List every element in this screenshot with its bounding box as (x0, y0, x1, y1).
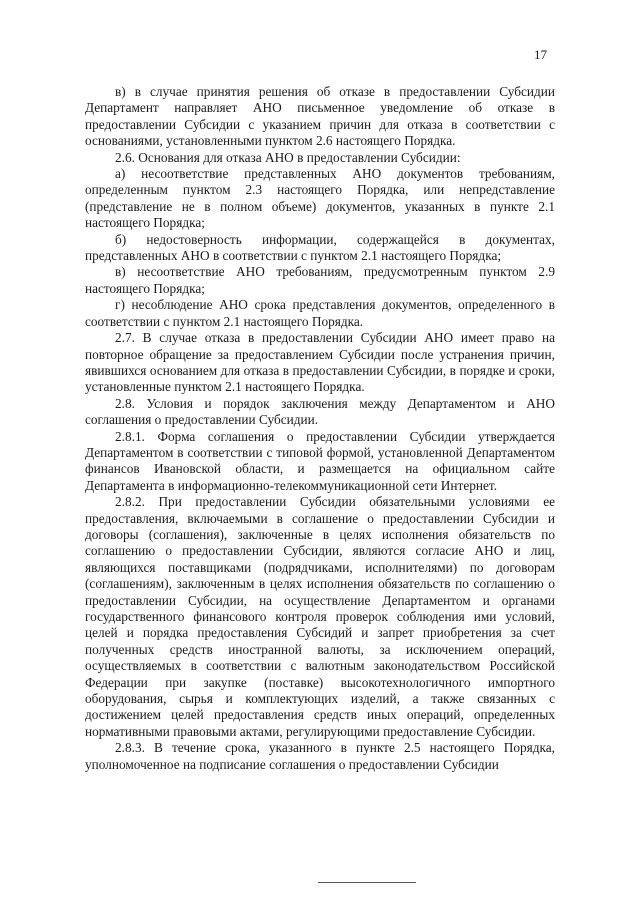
footer-divider (318, 882, 416, 883)
paragraph-2-6-heading: 2.6. Основания для отказа АНО в предоставлении Субсидии: (115, 149, 461, 165)
paragraph-v-refusal-notice: в) в случае принятия решения об отказе в предоставлении Субсидии Департамент направляет АНО письменное уведомление об отказе в предоставлении Субсидии с указанием причин для отказа в соответствии с основаниями, установленными пунктом 2.6 настоящего Порядка. (85, 84, 555, 149)
paragraph-2-6-a: а) несоответствие представленных АНО документов требованиям, определенным пунктом 2.3 настоящего Порядка, или непредставление (представление не в полном объеме) документов, указанных в пункте 2.1 настоящего Порядка; (85, 166, 555, 231)
paragraph-2-6-g: г) несоблюдение АНО срока представления документов, определенного в соответствии с пунктом 2.1 настоящего Порядка. (85, 297, 555, 329)
paragraph-2-6-b: б) недостоверность информации, содержащейся в документах, представленных АНО в соответствии с пунктом 2.1 настоящего Порядка; (85, 231, 555, 264)
paragraph-2-8-2: 2.8.2. При предоставлении Субсидии обязательными условиями ее предоставления, включаемыми в соглашение о предоставлении Субсидии и договоры (соглашения), заключенные в целях исполнения обязательств по соглашению о предоставлении Субсидии, являются согласие АНО и лиц, являющихся поставщиками (подрядчиками, исполнителями) по договорам (соглашениям), заключенным в целях исполнения обязательств по соглашению о предоставлении Субсидии, на осуществление Департаментом и органами государственного финансового контроля проверок соблюдения ими условий, целей и порядка предоставления Субсидий и запрет приобретения за счет полученных средств иностранной валюты, за исключением операций, осуществляемых в соответствии с валютным законодательством Российской Федерации при закупке (поставке) высокотехнологичного импортного оборудования, сырья и комплектующих изделий, а также связанных с достижением целей предоставления средств иных операций, определенных нормативными правовыми актами, регулирующими предоставление Субсидии. (85, 494, 555, 739)
paragraph-2-7: 2.7. В случае отказа в предоставлении Субсидии АНО имеет право на повторное обращение за предоставлением Субсидии после устранения причин, явившихся основанием для отказа в предоставлении Субсидии, в порядке и сроки, установленные пунктом 2.1 настоящего Порядка. (85, 330, 555, 395)
document-body (85, 84, 555, 773)
paragraph-2-8-1: 2.8.1. Форма соглашения о предоставлении Субсидии утверждается Департаментом в соответствии с типовой формой, установленной Департаментом финансов Ивановской области, и размещается на официальном сайте Департамента в информационно-телекоммуникационной сети Интернет. (85, 428, 555, 493)
paragraph-2-8: 2.8. Условия и порядок заключения между Департаментом и АНО соглашения о предоставлении Субсидии. (85, 395, 555, 428)
page-number: 17 (534, 47, 547, 62)
paragraph-2-8-3: 2.8.3. В течение срока, указанного в пункте 2.5 настоящего Порядка, уполномоченное на подписание соглашения о предоставлении Субсидии (85, 740, 555, 772)
paragraph-2-6-v: в) несоответствие АНО требованиям, предусмотренным пунктом 2.9 настоящего Порядка; (85, 264, 555, 296)
